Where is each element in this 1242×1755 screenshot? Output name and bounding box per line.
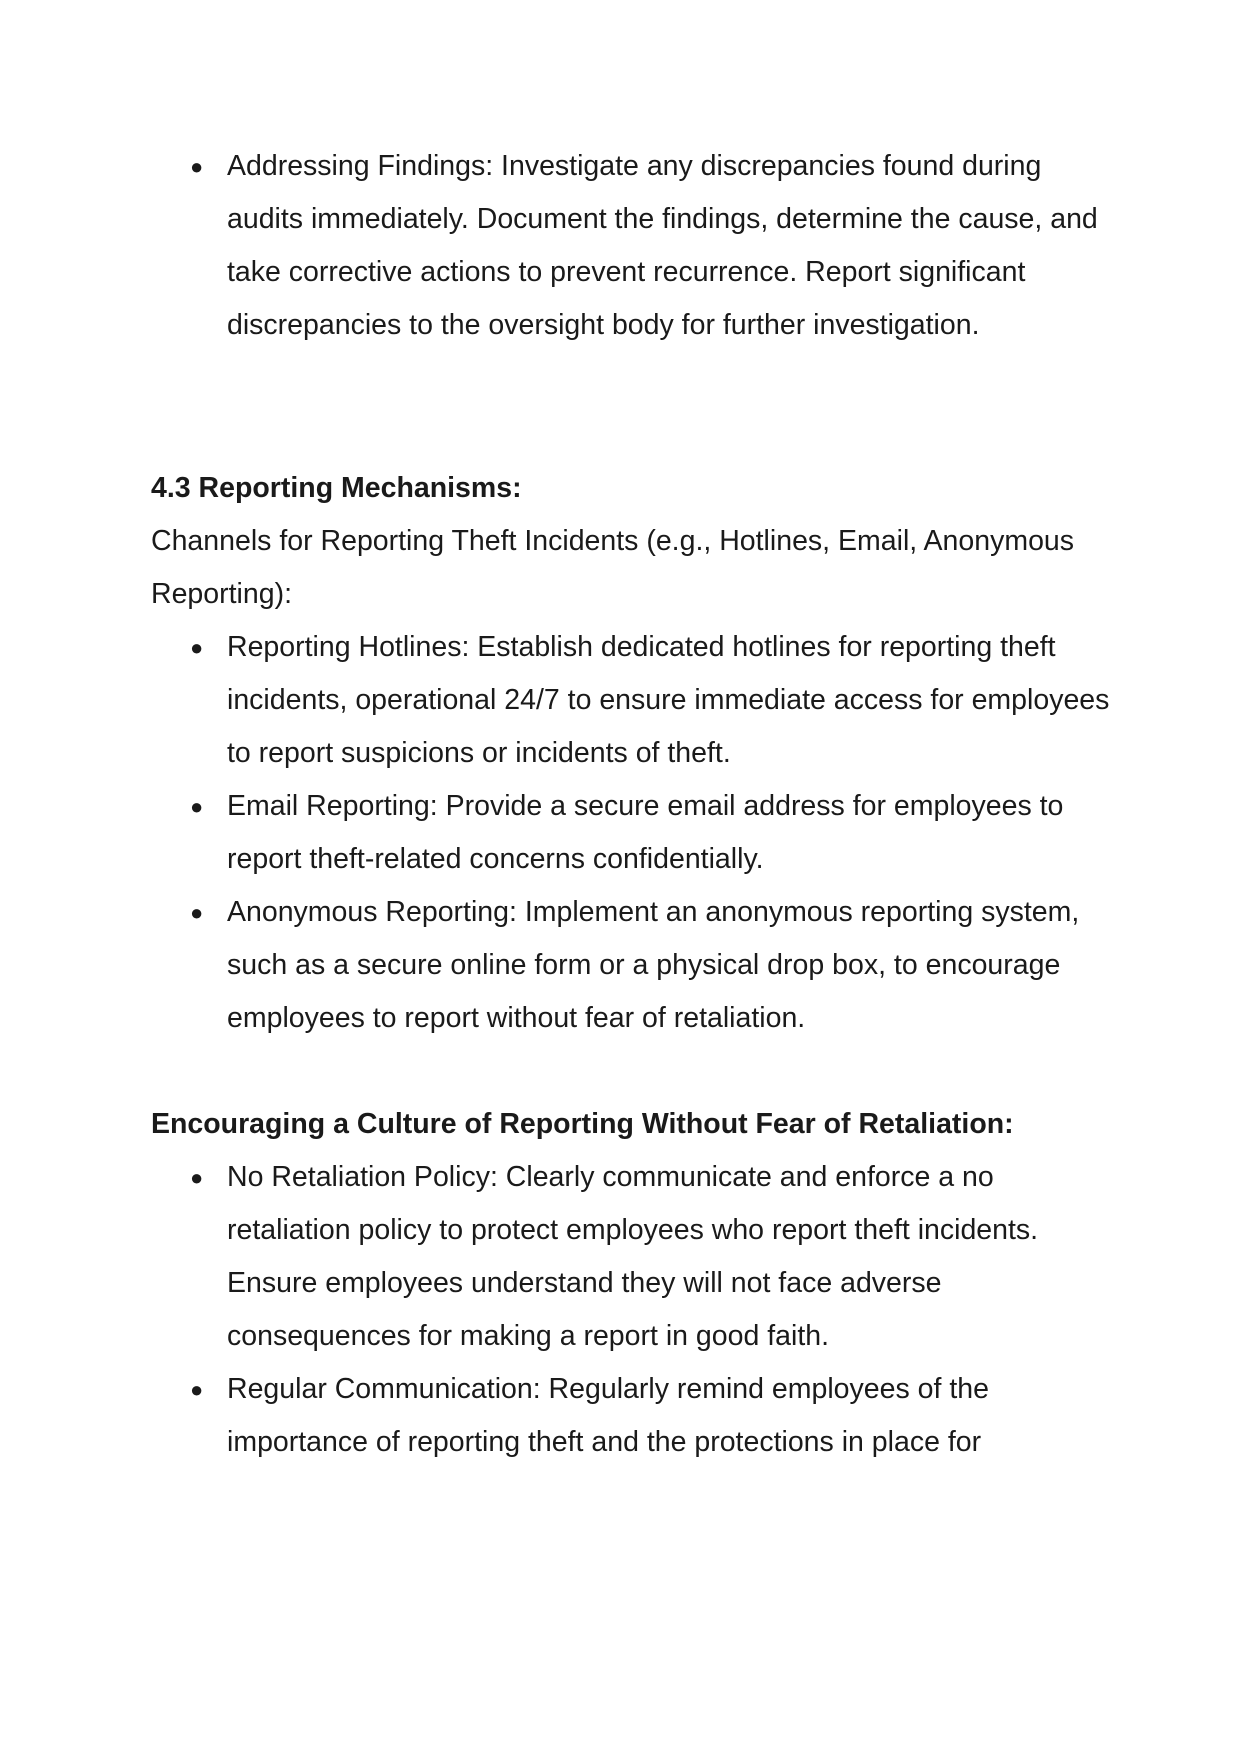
page-content	[151, 140, 1111, 1469]
list-item-text: Reporting Hotlines: Establish dedicated hotlines for reporting theft incidents, operational 24/7 to ensure immediate access for employees to report suspicions or incidents of theft.	[227, 631, 1110, 769]
list-item	[151, 1151, 1111, 1363]
spacer	[151, 352, 1111, 462]
bullet-icon: ●	[190, 900, 204, 925]
spacer	[151, 1045, 1111, 1098]
list-item	[151, 1363, 1111, 1469]
channels-intro: Channels for Reporting Theft Incidents (e.g., Hotlines, Email, Anonymous Reporting):	[151, 525, 1075, 610]
bullet-icon: ●	[190, 1377, 204, 1402]
section-heading: 4.3 Reporting Mechanisms:	[151, 472, 522, 504]
list-item-text: Regular Communication: Regularly remind employees of the importance of reporting theft and the protections in place for	[227, 1373, 989, 1458]
findings-list	[151, 140, 1111, 352]
list-item	[151, 140, 1111, 352]
culture-list	[151, 1151, 1111, 1469]
list-item-text: Anonymous Reporting: Implement an anonymous reporting system, such as a secure online form or a physical drop box, to encourage employees to report without fear of retaliation.	[227, 896, 1080, 1034]
bullet-icon: ●	[190, 154, 204, 179]
list-item	[151, 780, 1111, 886]
list-item-text: Email Reporting: Provide a secure email address for employees to report theft-related concerns confidentially.	[227, 790, 1064, 875]
culture-heading: Encouraging a Culture of Reporting Without Fear of Retaliation:	[151, 1108, 1014, 1140]
list-item	[151, 886, 1111, 1045]
bullet-icon: ●	[190, 1165, 204, 1190]
channels-list	[151, 621, 1111, 1045]
bullet-icon: ●	[190, 635, 204, 660]
list-item-text: Addressing Findings: Investigate any discrepancies found during audits immediately. Document the findings, determine the cause, and take corrective actions to prevent recurrence. Report significant discrepancies to the oversight body for further investigation.	[227, 150, 1098, 341]
list-item	[151, 621, 1111, 780]
list-item-text: No Retaliation Policy: Clearly communicate and enforce a no retaliation policy to protect employees who report theft incidents. Ensure employees understand they will not face adverse consequences for making a report in good faith.	[227, 1161, 1039, 1352]
bullet-icon: ●	[190, 794, 204, 819]
